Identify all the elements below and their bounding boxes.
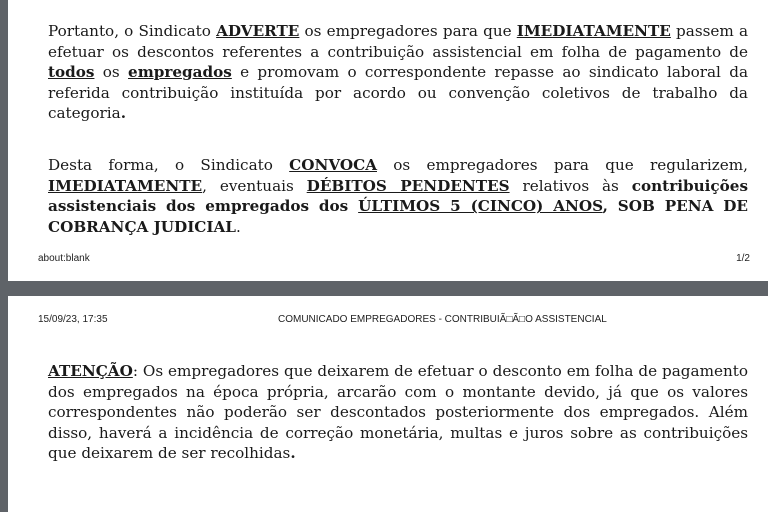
- keyword-imediatamente: IMEDIATAMENTE: [48, 176, 203, 195]
- text: : Os empregadores que deixarem de efetuar o desconto em folha de pagamento dos empregados na época própria, arcarão com o montante devido, já que os valores correspondentes não poderão ser descontados posteriormente dos empregados. Além disso, haverá a incidência de correção monetária, multas e juros sobre as contribuições que deixarem de ser recolhidas: [48, 362, 748, 463]
- period: .: [290, 444, 296, 463]
- keyword-adverte: ADVERTE: [216, 22, 300, 40]
- keyword-todos: todos: [48, 63, 95, 82]
- pdf-page-1: [8, 0, 768, 281]
- paragraph-convocacao: [48, 155, 748, 237]
- header-title: COMUNICADO EMPREGADORES - CONTRIBUIÃ□Ã□O ASSISTENCIAL: [278, 314, 607, 325]
- paragraph-advertencia: [48, 21, 748, 124]
- text: , eventuais: [202, 176, 307, 195]
- footer-url: about:blank: [38, 253, 90, 264]
- text: os empregadores para que: [299, 22, 517, 40]
- page-number: 1/2: [736, 253, 750, 264]
- paragraph-atencao: [48, 361, 748, 464]
- keyword-debitos-pendentes: DÉBITOS PENDENTES: [306, 176, 510, 195]
- text: relativos às: [509, 176, 632, 195]
- period: .: [235, 217, 241, 236]
- text: passem a efetuar os descontos referentes a contribuição assistencial em folha de pagamento de: [48, 22, 749, 61]
- text: os empregadores para que regularizem,: [377, 156, 749, 174]
- keyword-convoca: CONVOCA: [289, 156, 377, 174]
- keyword-imediatamente: IMEDIATAMENTE: [516, 22, 671, 40]
- text: os: [94, 63, 129, 82]
- text: Portanto, o Sindicato: [48, 22, 217, 40]
- header-datetime: 15/09/23, 17:35: [38, 314, 108, 325]
- text: e promovam o correspondente repasse ao sindicato laboral da referida contribuição instituída por acordo ou convenção coletivos de trabalho da categoria: [48, 63, 748, 123]
- keyword-empregados: empregados: [128, 63, 232, 82]
- period: .: [120, 104, 126, 123]
- keyword-ultimos-anos: ÚLTIMOS 5 (CINCO) ANOS: [358, 197, 603, 216]
- text: Desta forma, o Sindicato: [48, 156, 290, 174]
- keyword-atencao: ATENÇÃO: [48, 362, 133, 380]
- keyword-cobranca-judicial: , SOB PENA DE COBRANÇA JUDICIAL: [48, 197, 748, 236]
- keyword-contribuicoes: contribuições assistenciais dos empregados dos: [48, 176, 748, 216]
- pdf-page-2: [8, 296, 768, 512]
